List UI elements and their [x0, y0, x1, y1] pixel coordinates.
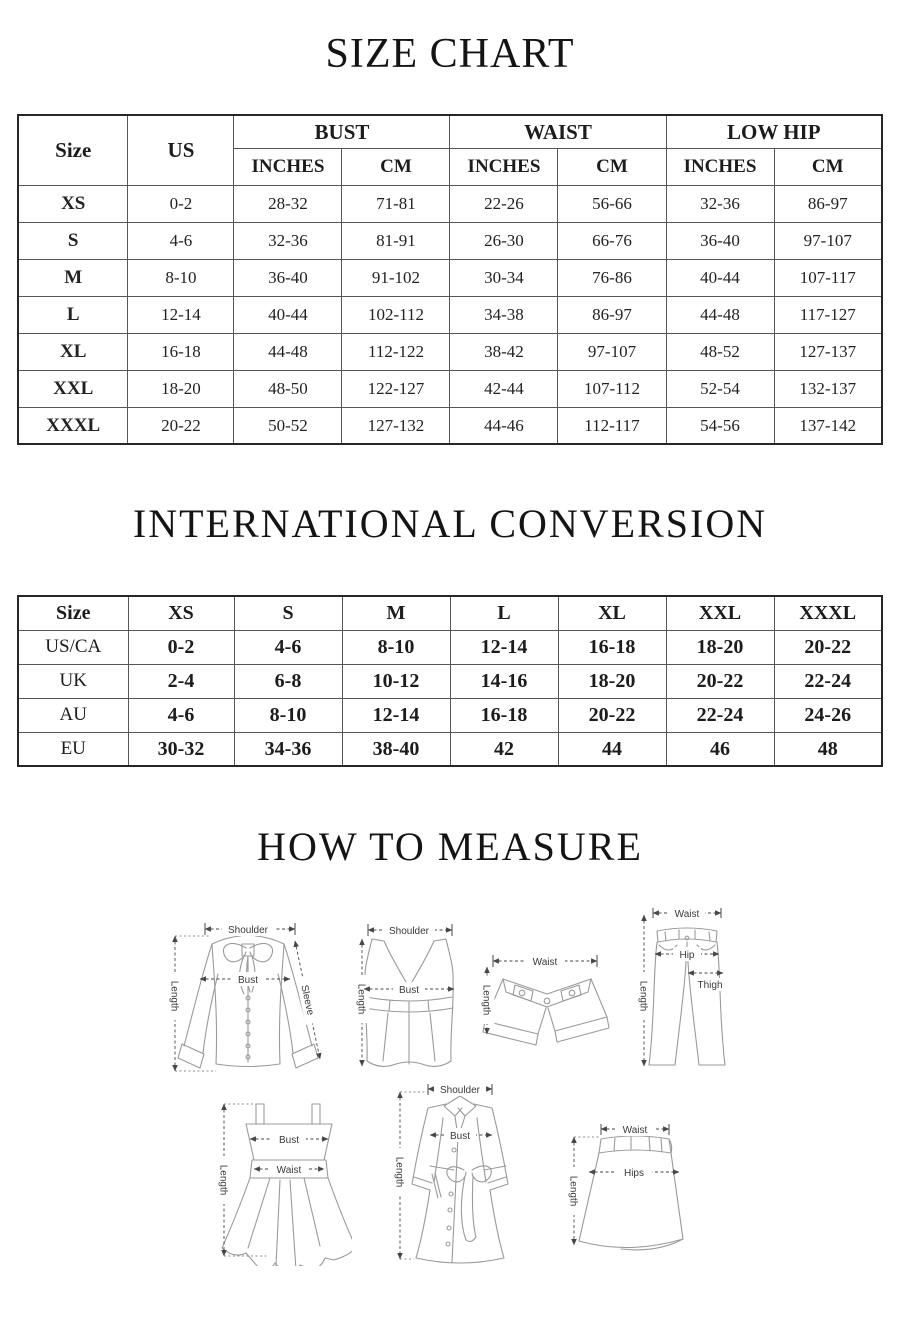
col-header-low-hip: LOW HIP: [666, 115, 882, 148]
us-value: 4-6: [128, 222, 234, 259]
coat-sleeves: [412, 1108, 508, 1190]
bust-cm-value: 112-122: [342, 333, 450, 370]
coat-measurements: [393, 1082, 493, 1259]
conv-value: 4-6: [234, 630, 342, 664]
shorts-garment-outline: [480, 979, 609, 1045]
waist-in-value: 34-38: [450, 296, 558, 333]
conv-value: 2-4: [128, 664, 234, 698]
hip-inches-header: INCHES: [666, 148, 774, 185]
size-guide-page: [0, 30, 900, 1330]
conv-value: 30-32: [128, 732, 234, 766]
waist-in-value: 44-46: [450, 407, 558, 444]
dress-length-label: Length: [217, 1165, 229, 1196]
conv-value: 20-22: [774, 630, 882, 664]
coat-buttons: [446, 1148, 456, 1246]
shorts-diagram: [475, 901, 610, 1056]
waist-cm-header: CM: [558, 148, 666, 185]
conv-header-xl: XL: [558, 596, 666, 630]
conv-value: 14-16: [450, 664, 558, 698]
blouse-left-sleeve: [178, 944, 218, 1068]
tank-shoulder-label: Shoulder: [388, 926, 430, 938]
bust-in-value: 48-50: [234, 370, 342, 407]
hip-in-value: 40-44: [666, 259, 774, 296]
button-dot: [449, 1192, 453, 1196]
region-label: AU: [18, 698, 128, 732]
conv-value: 8-10: [342, 630, 450, 664]
coat-shoulder-label: Shoulder: [439, 1085, 481, 1097]
us-value: 20-22: [128, 407, 234, 444]
region-label: US/CA: [18, 630, 128, 664]
hip-cm-value: 132-137: [774, 370, 882, 407]
size-chart-title: SIZE CHART: [325, 31, 575, 77]
hip-cm-value: 137-142: [774, 407, 882, 444]
waist-cm-value: 107-112: [558, 370, 666, 407]
bust-cm-header: CM: [342, 148, 450, 185]
dress-length-label-group: [217, 1156, 232, 1204]
tank-measurements: [355, 923, 455, 1066]
hip-in-value: 36-40: [666, 222, 774, 259]
conv-header-xs: XS: [128, 596, 234, 630]
hip-in-value: 44-48: [666, 296, 774, 333]
conv-value: 12-14: [342, 698, 450, 732]
hip-in-value: 54-56: [666, 407, 774, 444]
conv-header-s: S: [234, 596, 342, 630]
conversion-row-usca: [18, 630, 882, 664]
size-label: XXXL: [18, 407, 128, 444]
size-row-l: [18, 296, 882, 333]
us-value: 8-10: [128, 259, 234, 296]
conv-value: 34-36: [234, 732, 342, 766]
size-chart-table: [17, 114, 883, 445]
shorts-waistband: [503, 979, 591, 1007]
blouse-shoulder-label: Shoulder: [227, 925, 269, 937]
tank-length-label: Length: [355, 984, 367, 1015]
conversion-table: [17, 595, 883, 767]
coat-length-label: Length: [393, 1157, 405, 1188]
blouse-bust-label: Bust: [237, 975, 259, 987]
button-dot: [446, 1242, 450, 1246]
coat-body: [416, 1136, 504, 1263]
dress-garment-outline: [222, 1104, 352, 1266]
bust-in-value: 44-48: [234, 333, 342, 370]
size-row-s: [18, 222, 882, 259]
region-label: EU: [18, 732, 128, 766]
coat-diagram: [388, 1076, 538, 1271]
size-label: M: [18, 259, 128, 296]
pants-hip-label: Hip: [679, 950, 695, 962]
skirt-waistband: [599, 1135, 672, 1153]
bust-cm-value: 71-81: [342, 185, 450, 222]
coat-shoulders: [428, 1104, 492, 1108]
conv-value: 44: [558, 732, 666, 766]
button-dot: [685, 936, 689, 940]
size-label: XS: [18, 185, 128, 222]
us-value: 16-18: [128, 333, 234, 370]
pants-waist-label: Waist: [674, 909, 700, 921]
tank-panels: [383, 1013, 435, 1064]
waist-in-value: 38-42: [450, 333, 558, 370]
hip-cm-value: 117-127: [774, 296, 882, 333]
tank-length-label-group: [355, 975, 370, 1023]
conversion-row-uk: [18, 664, 882, 698]
waist-cm-value: 56-66: [558, 185, 666, 222]
size-row-xl: [18, 333, 882, 370]
waist-cm-value: 66-76: [558, 222, 666, 259]
bust-inches-header: INCHES: [234, 148, 342, 185]
dress-diagram: [212, 1096, 352, 1266]
col-header-bust: BUST: [234, 115, 450, 148]
skirt-garment-outline: [579, 1135, 683, 1250]
waist-cm-value: 112-117: [558, 407, 666, 444]
coat-garment-outline: [412, 1096, 508, 1263]
shorts-length-label-group: [480, 976, 495, 1024]
shorts-waist-label: Waist: [532, 957, 558, 969]
conv-value: 0-2: [128, 630, 234, 664]
waist-in-value: 42-44: [450, 370, 558, 407]
conv-value: 46: [666, 732, 774, 766]
bust-cm-value: 122-127: [342, 370, 450, 407]
measure-figures: [0, 871, 900, 1281]
bust-cm-value: 91-102: [342, 259, 450, 296]
waist-in-value: 30-34: [450, 259, 558, 296]
button-dot: [452, 1148, 456, 1152]
coat-bust-label: Bust: [449, 1131, 471, 1143]
bust-in-value: 32-36: [234, 222, 342, 259]
size-chart-header-row-1: [18, 115, 882, 148]
bust-in-value: 28-32: [234, 185, 342, 222]
waist-in-value: 22-26: [450, 185, 558, 222]
hip-cm-value: 107-117: [774, 259, 882, 296]
coat-belt: [430, 1166, 506, 1242]
dress-bust-label: Bust: [278, 1135, 300, 1147]
size-row-m: [18, 259, 882, 296]
bust-in-value: 36-40: [234, 259, 342, 296]
tank-top-diagram: [352, 901, 467, 1076]
blouse-length-label-group: [168, 972, 183, 1020]
skirt-hips-label: Hips: [623, 1168, 645, 1180]
skirt-length-label: Length: [567, 1176, 579, 1207]
conv-value: 4-6: [128, 698, 234, 732]
dress-straps: [256, 1104, 320, 1124]
tank-garment-outline: [365, 939, 453, 1066]
bust-cm-value: 81-91: [342, 222, 450, 259]
pants-length-label-group: [637, 972, 652, 1020]
size-label: L: [18, 296, 128, 333]
us-value: 18-20: [128, 370, 234, 407]
dress-skirt: [222, 1178, 352, 1266]
conversion-title: INTERNATIONAL CONVERSION: [132, 501, 768, 547]
button-dot: [448, 1208, 452, 1212]
us-value: 12-14: [128, 296, 234, 333]
hip-in-value: 32-36: [666, 185, 774, 222]
button-dot: [519, 990, 525, 996]
pants-length-label: Length: [637, 981, 649, 1012]
col-header-size: Size: [18, 115, 128, 185]
blouse-length-label: Length: [168, 981, 180, 1012]
hip-cm-value: 86-97: [774, 185, 882, 222]
pants-thigh-label: Thigh: [697, 980, 723, 992]
shorts-legs: [480, 979, 609, 1045]
bust-cm-value: 102-112: [342, 296, 450, 333]
hip-in-value: 48-52: [666, 333, 774, 370]
dress-waist-label: Waist: [276, 1165, 302, 1177]
tank-bust-label: Bust: [398, 985, 420, 997]
hip-cm-value: 97-107: [774, 222, 882, 259]
size-row-xxl: [18, 370, 882, 407]
size-row-xxxl: [18, 407, 882, 444]
dress-measurements: [217, 1104, 329, 1256]
conversion-row-eu: [18, 732, 882, 766]
conv-value: 20-22: [558, 698, 666, 732]
conv-value: 22-24: [666, 698, 774, 732]
coat-length-label-group: [393, 1148, 408, 1196]
tank-band: [365, 997, 453, 1013]
skirt-length-label-group: [567, 1167, 582, 1215]
size-row-xs: [18, 185, 882, 222]
conv-value: 8-10: [234, 698, 342, 732]
conv-header-l: L: [450, 596, 558, 630]
blouse-sleeve-label-group: [296, 975, 321, 1025]
conversion-header-row: [18, 596, 882, 630]
conv-value: 16-18: [450, 698, 558, 732]
conv-value: 18-20: [558, 664, 666, 698]
conv-header-xxl: XXL: [666, 596, 774, 630]
button-dot: [447, 1226, 451, 1230]
size-label: XL: [18, 333, 128, 370]
us-value: 0-2: [128, 185, 234, 222]
conv-header-xxxl: XXXL: [774, 596, 882, 630]
blouse-diagram: [160, 896, 340, 1081]
hip-in-value: 52-54: [666, 370, 774, 407]
conv-value: 24-26: [774, 698, 882, 732]
col-header-waist: WAIST: [450, 115, 666, 148]
conv-value: 20-22: [666, 664, 774, 698]
blouse-sleeve-label: Sleeve: [298, 984, 316, 1017]
button-dot: [544, 998, 550, 1004]
conv-value: 12-14: [450, 630, 558, 664]
waist-cm-value: 97-107: [558, 333, 666, 370]
conv-header-m: M: [342, 596, 450, 630]
conv-value: 48: [774, 732, 882, 766]
conv-value: 22-24: [774, 664, 882, 698]
shorts-length-label: Length: [480, 985, 492, 1016]
conv-value: 10-12: [342, 664, 450, 698]
skirt-waist-label: Waist: [622, 1125, 648, 1137]
waist-cm-value: 76-86: [558, 259, 666, 296]
conv-value: 42: [450, 732, 558, 766]
button-dot: [569, 990, 575, 996]
region-label: UK: [18, 664, 128, 698]
bust-in-value: 40-44: [234, 296, 342, 333]
conv-header-size: Size: [18, 596, 128, 630]
skirt-measurements: [567, 1122, 680, 1245]
how-to-measure-title: HOW TO MEASURE: [257, 824, 643, 870]
conv-value: 16-18: [558, 630, 666, 664]
bust-cm-value: 127-132: [342, 407, 450, 444]
dress-folds: [248, 1178, 320, 1266]
pants-diagram: [635, 901, 735, 1071]
skirt-diagram: [565, 1111, 685, 1256]
size-label: XXL: [18, 370, 128, 407]
conv-value: 38-40: [342, 732, 450, 766]
waist-in-value: 26-30: [450, 222, 558, 259]
conv-value: 18-20: [666, 630, 774, 664]
coat-pocket: [432, 1173, 441, 1198]
waist-cm-value: 86-97: [558, 296, 666, 333]
conversion-row-au: [18, 698, 882, 732]
col-header-us: US: [128, 115, 234, 185]
waist-inches-header: INCHES: [450, 148, 558, 185]
hip-cm-header: CM: [774, 148, 882, 185]
shorts-buttons: [519, 990, 575, 1004]
hip-cm-value: 127-137: [774, 333, 882, 370]
conv-value: 6-8: [234, 664, 342, 698]
bust-in-value: 50-52: [234, 407, 342, 444]
size-label: S: [18, 222, 128, 259]
